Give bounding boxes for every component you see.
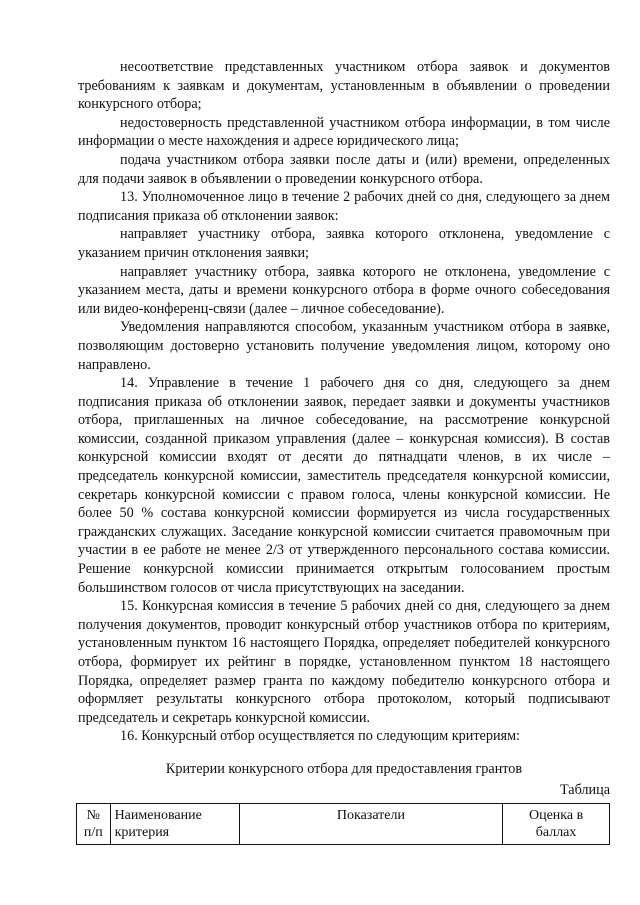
paragraph: недостоверность представленной участником отбора информации, в том числе информации о месте нахождения и адресе юридического лица; — [78, 114, 610, 150]
paragraph: направляет участнику отбора, заявка которого не отклонена, уведомление с указанием места, даты и времени конкурсного отбора в форме очного собеседования или видео-конференц-связи (далее – личное собеседование). — [78, 263, 610, 317]
header-criterion-name: Наименование критерия — [110, 804, 239, 845]
document-page — [78, 58, 610, 845]
header-score: Оценка в баллах — [503, 804, 610, 845]
table-label: Таблица — [559, 781, 610, 798]
table-header-row — [77, 804, 610, 845]
paragraph: 15. Конкурсная комиссия в течение 5 рабочих дней со дня, следующего за днем получения документов, проводит конкурсный отбор участников отбора по критериям, установленным пунктом 16 настоящего Порядка, определяет победителей конкурсного отбора, формирует их рейтинг в порядке, установленном пунктом 18 настоящего Порядка, определяет размер гранта по каждому победителю конкурсного отбора и оформляет результаты конкурсного отбора протоколом, который подписывают председатель и секретарь конкурсной комиссии. — [78, 598, 610, 726]
paragraph: подача участником отбора заявки после даты и (или) времени, определенных для подачи заявок в объявлении о проведении конкурсного отбора. — [78, 151, 610, 187]
paragraph: 13. Уполномоченное лицо в течение 2 рабочих дней со дня, следующего за днем подписания приказа об отклонении заявок: — [78, 189, 610, 224]
paragraph: 14. Управление в течение 1 рабочего дня со дня, следующего за днем подписания приказа об отклонении заявок, передает заявки и документы участников отбора, приглашенных на личное собеседование, на рассмотрение конкурсной комиссии, созданной приказом управления (далее – конкурсная комиссия). В состав конкурсной комиссии входят от десяти до пятнадцати членов, в их числе – председатель конкурсной комиссии, заместитель председателя конкурсной комиссии, секретарь конкурсной комиссии с правом голоса, члены конкурсной комиссии. Не более 50 % состава конкурсной комиссии формируется из числа государственных гражданских служащих. Заседание конкурсной комиссии считается правомочным при участии в ее работе не менее 2/3 от утвержденного персонального состава комиссии. Решение конкурсной комиссии принимается открытым голосованием простым большинством голосов от числа присутствующих на заседании. — [78, 375, 610, 596]
header-number: № п/п — [77, 804, 111, 845]
header-indicators: Показатели — [239, 804, 502, 845]
criteria-table — [76, 803, 610, 845]
paragraph: направляет участнику отбора, заявка которого отклонена, уведомление с указанием причин отклонения заявки; — [78, 226, 610, 261]
paragraph: несоответствие представленных участником отбора заявок и документов требованиям к заявкам и документам, установленным в объявлении о проведении конкурсного отбора; — [78, 59, 610, 113]
paragraph: Уведомления направляются способом, указанным участником отбора в заявке, позволяющим достоверно установить получение уведомления лицом, которому оно направлено. — [78, 319, 610, 373]
table-title: Критерии конкурсного отбора для предоставления грантов — [165, 760, 523, 777]
paragraph: 16. Конкурсный отбор осуществляется по следующим критериям: — [120, 728, 520, 745]
